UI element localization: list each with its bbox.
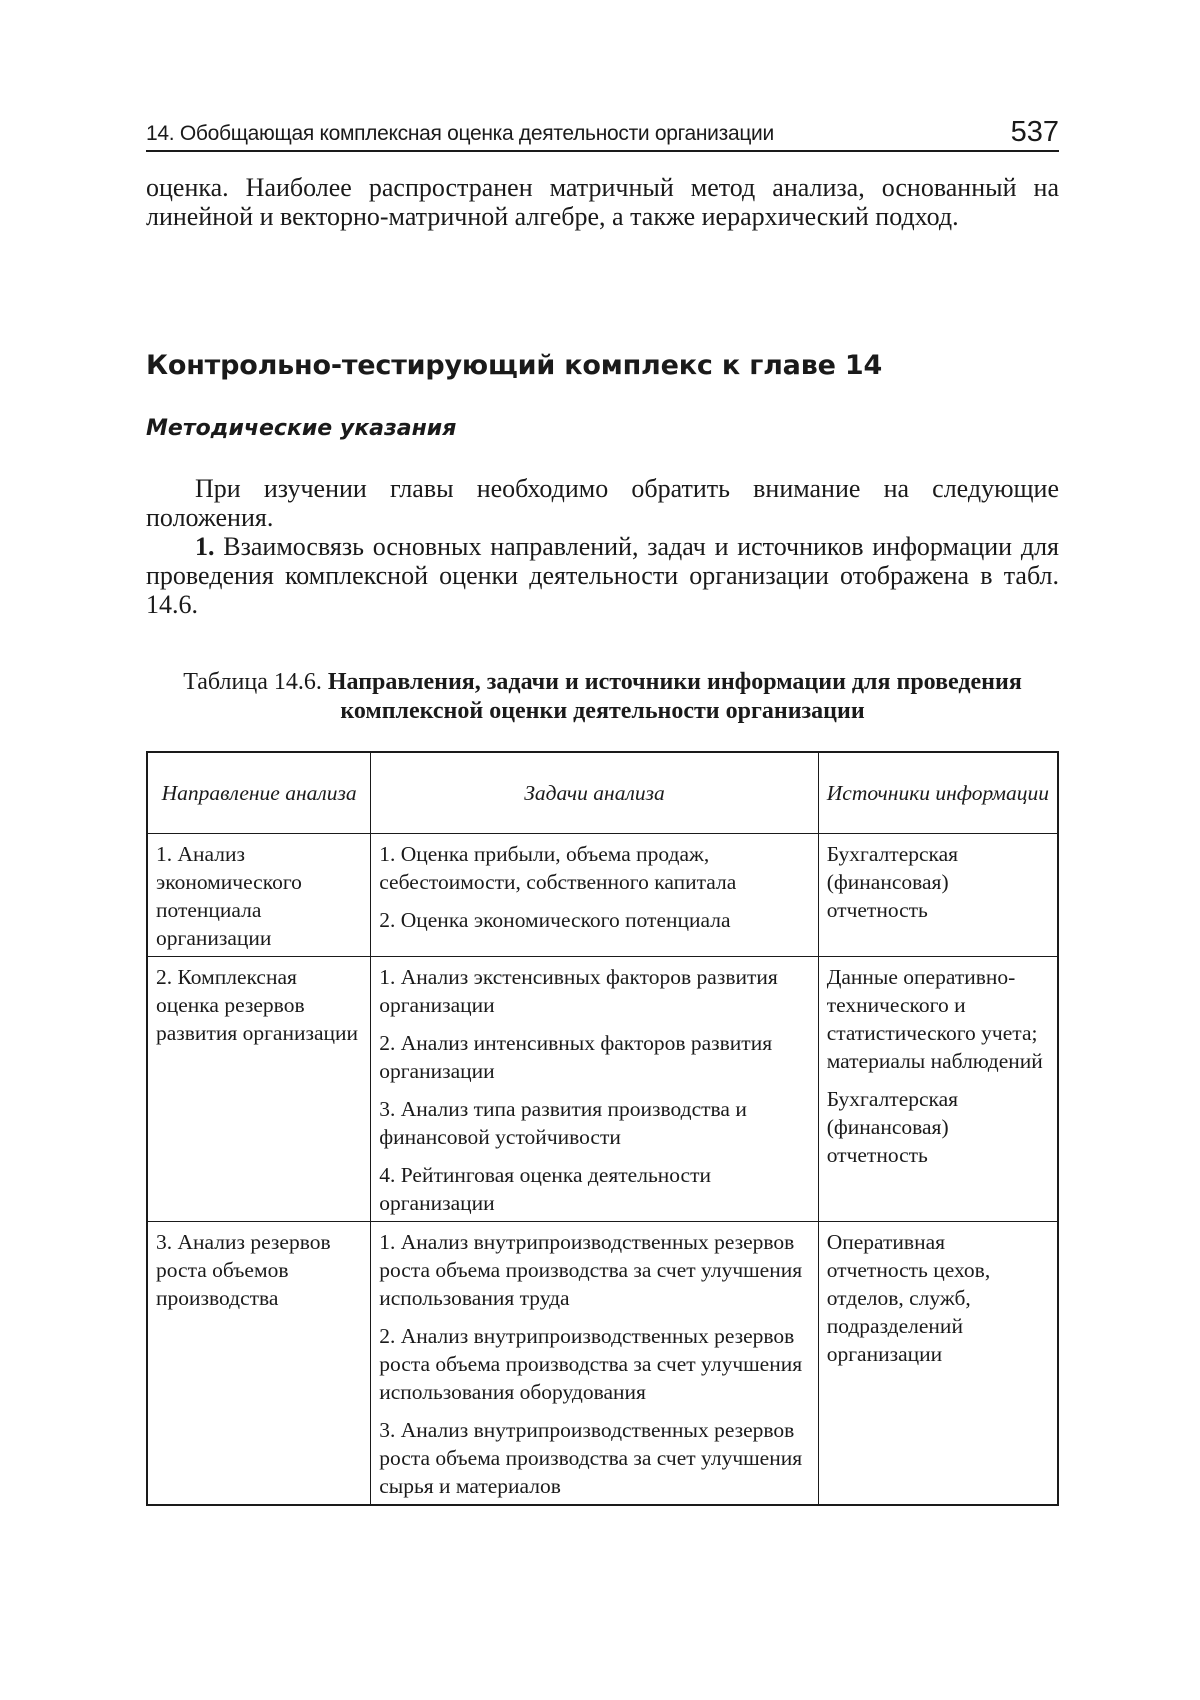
header-sources: Источники информации (818, 752, 1058, 834)
task-item: 1. Анализ экстенсивных факторов развития организации (379, 965, 778, 1017)
task-item: 2. Анализ внутрипроизводственных резервов роста объема производства за счет улучшения использования оборудования (379, 1324, 803, 1404)
running-header (146, 110, 1059, 152)
table-row (147, 957, 1058, 1222)
table-caption-label: Таблица 14.6. (183, 669, 322, 695)
header-direction: Направление анализа (147, 752, 371, 834)
cell-sources (818, 957, 1058, 1222)
task-item: 3. Анализ типа развития производства и финансовой устойчивости (379, 1097, 747, 1149)
cell-tasks (371, 957, 818, 1222)
section-title: Контрольно-тестирующий комплекс к главе 14 (146, 350, 883, 381)
source-item: Данные оперативно-технического и статистического учета; материалы наблюдений (826, 965, 1043, 1073)
task-item: 4. Рейтинговая оценка деятельности организации (379, 1163, 711, 1215)
task-item: 1. Оценка прибыли, объема продаж, себестоимости, собственного капитала (379, 842, 737, 894)
header-tasks: Задачи анализа (371, 752, 818, 834)
source-item: Бухгалтерская (финансовая) отчетность (826, 1087, 959, 1167)
numbered-point (146, 532, 1059, 619)
intro-paragraph: оценка. Наиболее распространен матричный метод анализа, основанный на линейной и векторно-матричной алгебре, а также иерархический подход. (146, 173, 1059, 231)
point-text: Взаимосвязь основных направлений, задач и источников информации для проведения комплексной оценки деятельности организации отображена в табл. 14.6. (146, 532, 1059, 619)
table-header-row (147, 752, 1058, 834)
source-item: Бухгалтерская (финансовая) отчетность (826, 842, 959, 922)
analysis-table (146, 751, 1059, 1506)
source-item: Оперативная отчетность цехов, отделов, служб, подразделений организации (826, 1230, 991, 1366)
task-item: 3. Анализ внутрипроизводственных резервов роста объема производства за счет улучшения сырья и материалов (379, 1418, 803, 1498)
point-number: 1. (195, 532, 215, 561)
running-title: 14. Обобщающая комплексная оценка деятельности организации (146, 122, 774, 145)
table-caption (146, 668, 1059, 726)
table-row (147, 1222, 1058, 1506)
table-row (147, 834, 1058, 957)
body-text (146, 474, 1059, 619)
cell-tasks (371, 834, 818, 957)
page-number: 537 (1010, 116, 1059, 148)
cell-direction: 3. Анализ резервов роста объемов производства (147, 1222, 371, 1506)
subsection-title: Методические указания (146, 416, 457, 441)
body-paragraph: При изучении главы необходимо обратить внимание на следующие положения. (146, 474, 1059, 532)
cell-direction: 1. Анализ экономического потенциала организации (147, 834, 371, 957)
task-item: 1. Анализ внутрипроизводственных резервов роста объема производства за счет улучшения использования труда (379, 1230, 803, 1310)
cell-sources (818, 834, 1058, 957)
cell-sources (818, 1222, 1058, 1506)
cell-tasks (371, 1222, 818, 1506)
cell-direction: 2. Комплексная оценка резервов развития организации (147, 957, 371, 1222)
table-caption-title: Направления, задачи и источники информации для проведения комплексной оценки деятельности организации (327, 669, 1022, 724)
task-item: 2. Анализ интенсивных факторов развития организации (379, 1031, 773, 1083)
task-item: 2. Оценка экономического потенциала (379, 908, 731, 932)
